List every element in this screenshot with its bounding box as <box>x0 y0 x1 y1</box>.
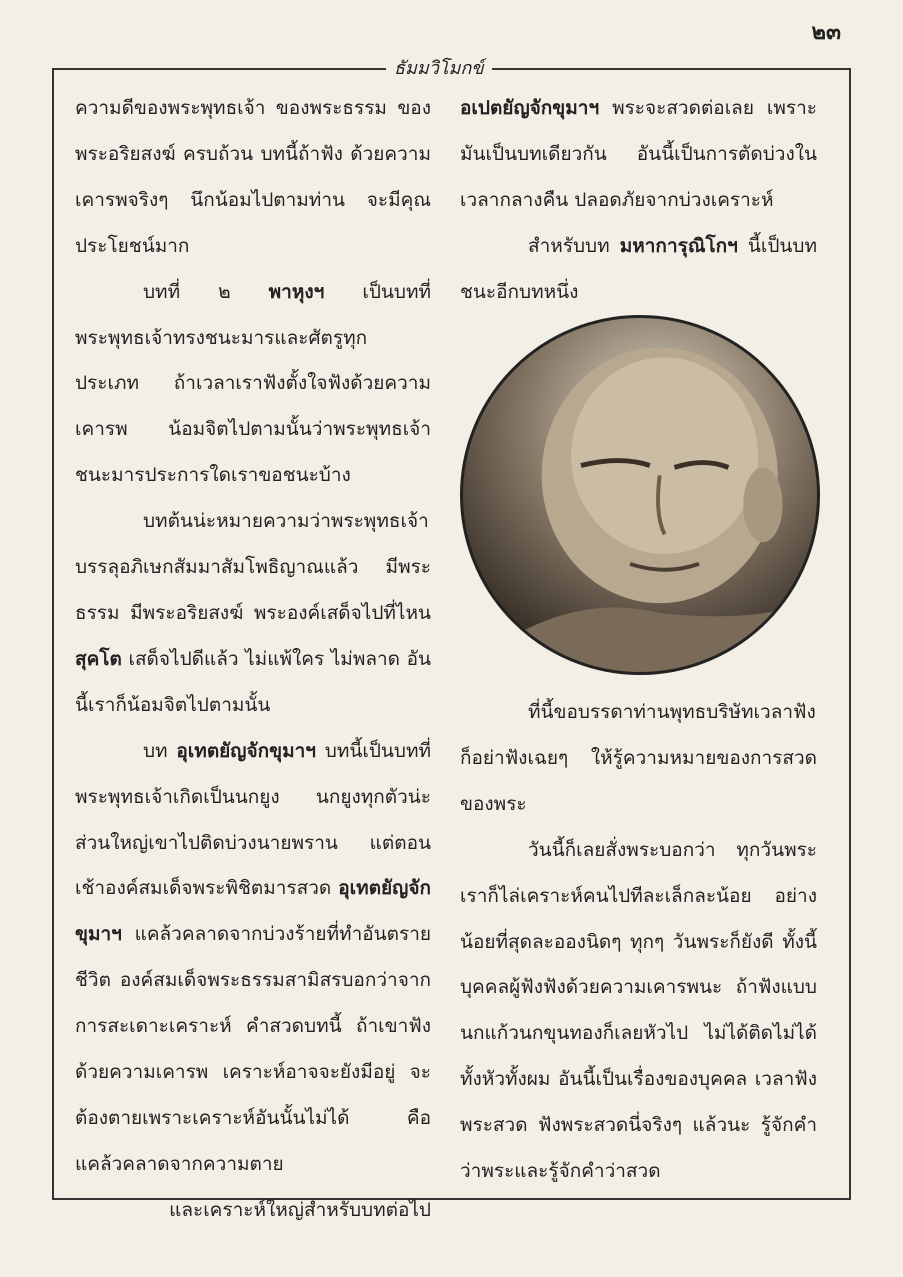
monk-photo <box>460 315 820 675</box>
paragraph-last-line: และเคราะห์ใหญ่สำหรับบทต่อไป <box>169 1198 431 1221</box>
bold-term: อุเทตยัญจักขุมาฯ <box>75 877 431 946</box>
text-line: จะมีคุณประโยชน์มาก <box>75 188 431 257</box>
text-run: เป็นบทที่พระพุทธเจ้าทรงชนะมารและศัตรูทุกประเภท ถ้าเวลาเราฟังตั้งใจฟังด้วยความเคารพ น้อมจิตไปตามนั้นว่าพระพุทธเจ้าชนะมารประการใดเราขอชนะบ้าง <box>75 280 431 487</box>
text-run: แคล้วคลาดจากบ่วงร้ายที่ทำอันตรายชีวิต องค์สมเด็จพระธรรมสามิสรบอกว่าจากการสะเดาะเคราะห์ คำสวดบทนี้ ถ้าเขาฟังด้วยความเคารพ เคราะห์อาจจะยังมีอยู่ จะต้องตายเพราะเคราะห์อันนั้นไม่ได้ คือแคล้วคลาดจากความตาย <box>75 923 431 1175</box>
text-run: บท <box>143 739 177 762</box>
paragraph: ที่นี้ขอบรรดาท่านพุทธบริษัทเวลาฟังก็อย่าฟังเฉยๆ ให้รู้ความหมายของการสวดของพระ <box>460 701 817 815</box>
left-column <box>75 86 431 1234</box>
text-run: สำหรับบท <box>528 234 620 257</box>
running-title: ธัมมวิโมกข์ <box>386 53 492 82</box>
right-column-top <box>460 86 817 316</box>
page-number: ๒๓ <box>811 20 841 45</box>
paragraph <box>460 224 817 316</box>
paragraph <box>75 729 431 1188</box>
bold-term: มหาการุณิโกฯ <box>619 234 738 257</box>
paragraph <box>75 499 431 729</box>
text-line: ด้วยความเคารพจริงๆ นึกน้อมไปตามท่าน <box>75 142 431 211</box>
paragraph <box>75 270 431 500</box>
paragraph: วันนี้ก็เลยสั่งพระบอกว่า ทุกวันพระเราก็ไล่เคราะห์คนไปทีละเล็กละน้อย อย่างน้อยที่สุดละอองนิดๆ ทุกๆ วันพระก็ยังดี ทั้งนี้บุคคลผู้ฟังฟังด้วยความเคารพนะ ถ้าฟังแบบนกแก้วนกขุนทองก็เลยหัวไป ไม่ได้ติดไม่ได้ทั้งหัวทั้งผม อันนี้เป็นเรื่องของบุคคล เวลาฟังพระสวด ฟังพระสวดนี่จริงๆ แล้วนะ รู้จักคำว่าพระและรู้จักคำว่าสวด <box>460 838 817 1183</box>
text-line: ความดีของพระพุทธเจ้า ของพระธรรม <box>75 97 387 119</box>
text-run: บทต้นน่ะหมายความว่าพระพุทธเจ้าบรรลุอภิเษกสัมมาสัมโพธิญาณแล้ว มีพระธรรม มีพระอริยสงฆ์ พระองค์เสด็จไปที่ไหน <box>75 510 431 624</box>
paragraph <box>460 86 817 224</box>
bold-term: พาหุงฯ <box>268 280 325 303</box>
bold-term: อุเทตยัญจักขุมาฯ <box>176 739 316 762</box>
text-run: เสด็จไปดีแล้ว ไม่แพ้ใคร ไม่พลาด อันนี้เราก็น้อมจิตไปตามนั้น <box>75 647 431 716</box>
text-run: นี้เป็นบทชนะอีกบทหนึ่ง <box>460 234 818 303</box>
text-run: บทนี้เป็นบทที่พระพุทธเจ้าเกิดเป็นนกยูง นกยูงทุกตัวน่ะส่วนใหญ่เขาไปติดบ่วงนายพราน แต่ตอนเช้าองค์สมเด็จพระพิชิตมารสวด <box>75 739 431 900</box>
text-line: ของพระอริยสงฆ์ ครบถ้วน บทนี้ถ้าฟัง <box>75 97 431 165</box>
bold-term: สุคโต <box>75 647 122 670</box>
text-run: พระจะสวดต่อเลย เพราะมันเป็นบทเดียวกัน อันนี้เป็นการตัดบ่วงในเวลากลางคืน ปลอดภัยจากบ่วงเคราะห์ <box>460 97 817 211</box>
monk-portrait-image <box>463 318 817 672</box>
text-run: บทที่ ๒ <box>143 280 269 303</box>
paragraph <box>75 86 431 270</box>
bold-term: อเปตยัญจักขุมาฯ <box>460 97 600 119</box>
right-column-bottom <box>460 690 817 1195</box>
